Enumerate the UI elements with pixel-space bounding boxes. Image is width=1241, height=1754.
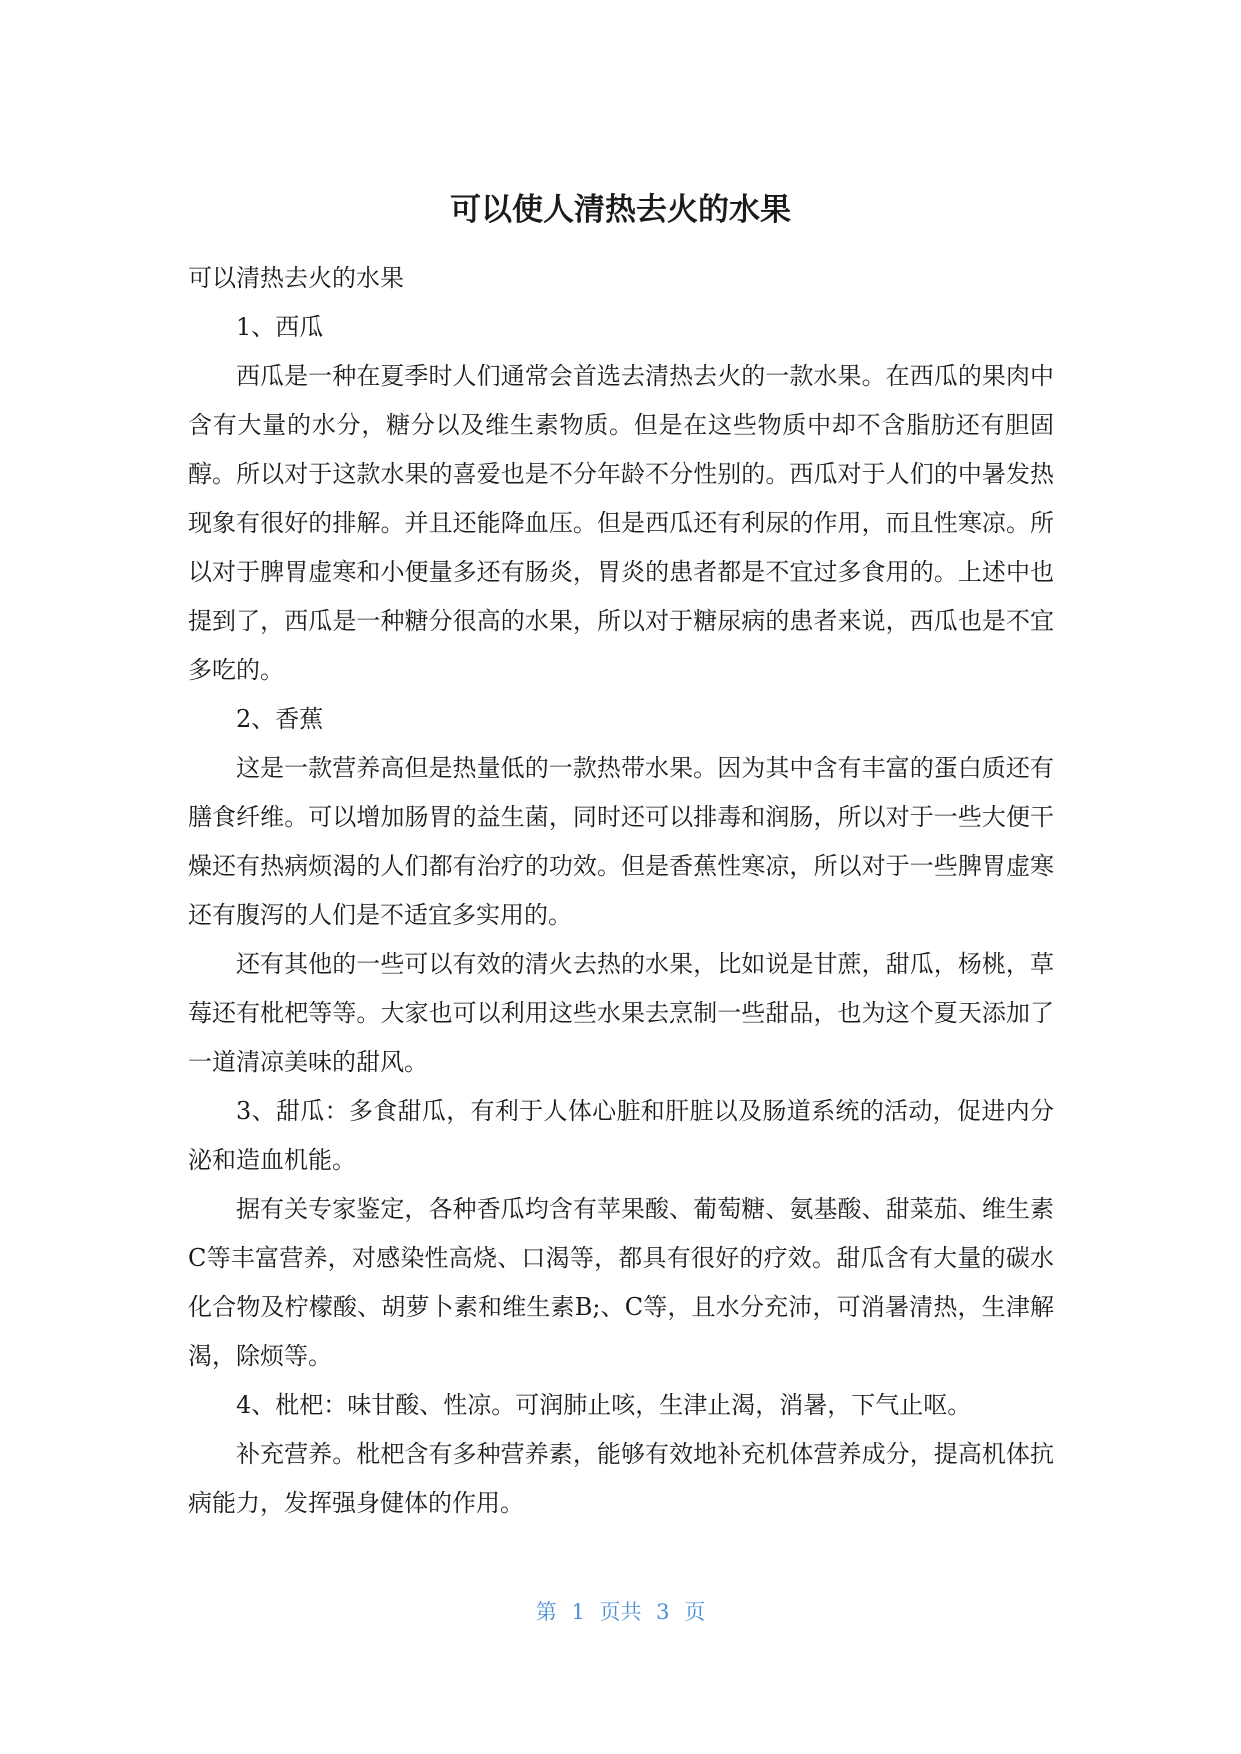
paragraph-loquat: 补充营养。枇杷含有多种营养素，能够有效地补充机体营养成分，提高机体抗病能力，发挥强身健体的作用。 xyxy=(188,1440,1054,1517)
section-loquat: 4、枇杷：味甘酸、性凉。可润肺止咳，生津止渴，消暑，下气止呕。 xyxy=(236,1391,972,1419)
section-heading-watermelon: 1、西瓜 xyxy=(236,313,324,341)
paragraph-melon: 据有关专家鉴定，各种香瓜均含有苹果酸、葡萄糖、氨基酸、甜菜茄、维生素C等丰富营养，对感染性高烧、口渴等，都具有很好的疗效。甜瓜含有大量的碳水化合物及柠檬酸、胡萝卜素和维生素B;、C等，且水分充沛，可消暑清热，生津解渴，除烦等。 xyxy=(188,1195,1054,1370)
paragraph-watermelon: 西瓜是一种在夏季时人们通常会首选去清热去火的一款水果。在西瓜的果肉中含有大量的水分，糖分以及维生素物质。但是在这些物质中却不含脂肪还有胆固醇。所以对于这款水果的喜爱也是不分年龄不分性别的。西瓜对于人们的中暑发热现象有很好的排解。并且还能降血压。但是西瓜还有利尿的作用，而且性寒凉。所以对于脾胃虚寒和小便量多还有肠炎，胃炎的患者都是不宜过多食用的。上述中也提到了，西瓜是一种糖分很高的水果，所以对于糖尿病的患者来说，西瓜也是不宜多吃的。 xyxy=(188,362,1054,684)
paragraph-banana: 这是一款营养高但是热量低的一款热带水果。因为其中含有丰富的蛋白质还有膳食纤维。可以增加肠胃的益生菌，同时还可以排毒和润肠，所以对于一些大便干燥还有热病烦渴的人们都有治疗的功效。但是香蕉性寒凉，所以对于一些脾胃虚寒还有腹泻的人们是不适宜多实用的。 xyxy=(188,754,1054,929)
section-heading-banana: 2、香蕉 xyxy=(236,705,324,733)
document-title: 可以使人清热去火的水果 xyxy=(450,192,791,228)
subtitle: 可以清热去火的水果 xyxy=(188,264,404,292)
paragraph-other-fruits: 还有其他的一些可以有效的清火去热的水果，比如说是甘蔗，甜瓜，杨桃，草莓还有枇杷等等。大家也可以利用这些水果去烹制一些甜品，也为这个夏天添加了一道清凉美味的甜风。 xyxy=(188,950,1054,1076)
section-melon: 3、甜瓜：多食甜瓜，有利于人体心脏和肝脏以及肠道系统的活动，促进内分泌和造血机能。 xyxy=(188,1097,1054,1174)
document-body xyxy=(188,254,1054,1528)
page-number: 第 1 页共 3 页 xyxy=(535,1600,706,1624)
